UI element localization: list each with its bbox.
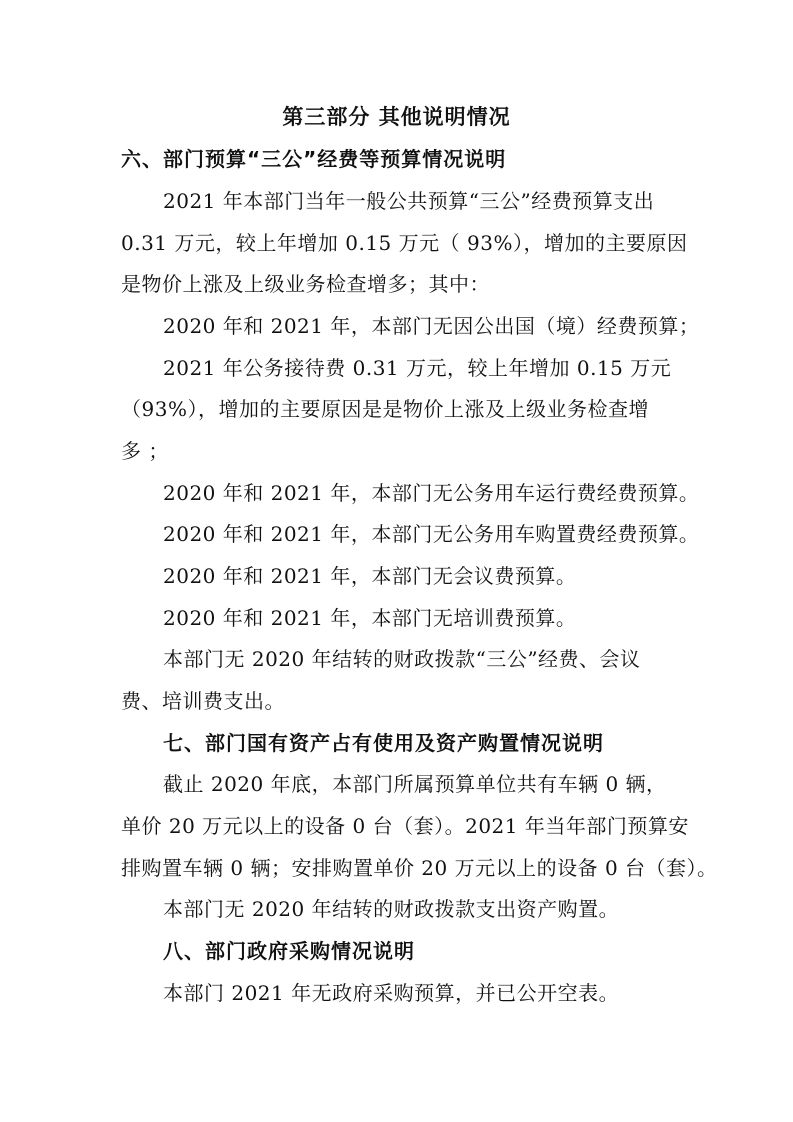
paragraph-line: 本部门无 2020 年结转的财政拨款“三公”经费、会议 [163, 647, 641, 671]
paragraph-line: 2020 年和 2021 年，本部门无因公出国（境）经费预算； [163, 314, 700, 338]
paragraph-line: 排购置车辆 0 辆；安排购置单价 20 万元以上的设备 0 台（套）。 [121, 856, 718, 880]
paragraph-line: 2020 年和 2021 年，本部门无公务用车购置费经费预算。 [163, 522, 700, 546]
paragraph-line: 2021 年公务接待费 0.31 万元，较上年增加 0.15 万元 [163, 356, 672, 380]
page-title: 第三部分 其他说明情况 [282, 105, 511, 129]
paragraph-line: 2021 年本部门当年一般公共预算“三公”经费预算支出 [163, 189, 655, 213]
paragraph-line: 本部门 2021 年无政府采购预算，并已公开空表。 [163, 981, 620, 1005]
paragraph-line: 多 ； [121, 439, 169, 463]
paragraph-line: （93%），增加的主要原因是是物价上涨及上级业务检查增 [121, 397, 649, 421]
paragraph-line: 2020 年和 2021 年，本部门无会议费预算。 [163, 564, 577, 588]
paragraph-line: 费、培训费支出。 [121, 689, 285, 713]
section-8-heading: 八、部门政府采购情况说明 [163, 939, 415, 963]
paragraph-line: 0.31 万元，较上年增加 0.15 万元（ 93%），增加的主要原因 [121, 231, 688, 255]
paragraph-line: 2020 年和 2021 年，本部门无公务用车运行费经费预算。 [163, 481, 700, 505]
section-6-heading: 六、部门预算“三公”经费等预算情况说明 [121, 147, 507, 171]
section-7-heading: 七、部门国有资产占有使用及资产购置情况说明 [163, 731, 604, 755]
paragraph-line: 本部门无 2020 年结转的财政拨款支出资产购置。 [163, 897, 620, 921]
paragraph-line: 单价 20 万元以上的设备 0 台（套）。2021 年当年部门预算安 [121, 814, 689, 838]
paragraph-line: 2020 年和 2021 年，本部门无培训费预算。 [163, 606, 577, 630]
paragraph-line: 截止 2020 年底，本部门所属预算单位共有车辆 0 辆， [163, 772, 667, 796]
paragraph-line: 是物价上涨及上级业务检查增多；其中： [121, 272, 490, 296]
